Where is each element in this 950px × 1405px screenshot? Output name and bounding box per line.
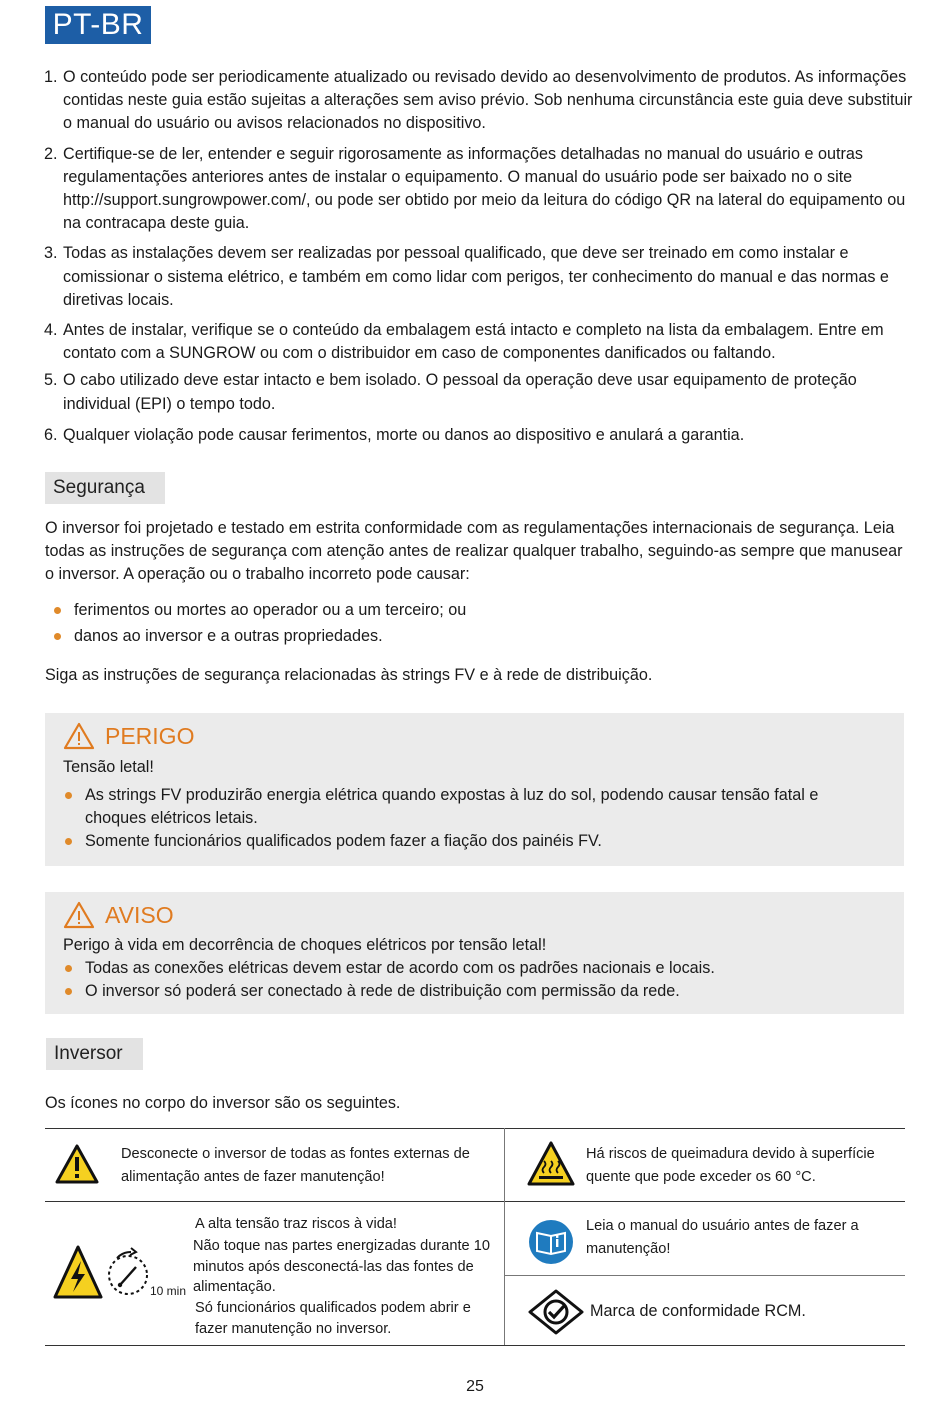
danger-title: PERIGO	[63, 721, 194, 751]
safety-paragraph: O inversor foi projetado e testado em estrita conformidade com as regulamentações internacionais de segurança. Leia todas as instruções de segurança com atenção antes de realizar qualquer trabalho, seguindo-as sempre que manusear o inversor. A operação ou o trabalho incorreto pode causar:	[45, 519, 903, 584]
warning-triangle-icon	[63, 722, 95, 750]
high-voltage-body: Não toque nas partes energizadas durante 10 minutos após desconectá-las das fontes de alimentação.	[193, 1238, 490, 1295]
read-manual-text: Leia o manual do usuário antes de fazer a manutenção!	[586, 1218, 859, 1257]
bullet-dot-icon	[54, 633, 61, 640]
bullet-dot-icon	[54, 607, 61, 614]
safety-follow-text: Siga as instruções de segurança relacionadas às strings FV e à rede de distribuição.	[45, 666, 653, 684]
rcm-text: Marca de conformidade RCM.	[590, 1302, 806, 1320]
warning-box	[45, 892, 904, 1014]
section-heading-inverter: Inversor	[46, 1038, 143, 1070]
danger-subtitle: Tensão letal!	[63, 758, 154, 776]
intro-item: 2. Certifique-se de ler, entender e seguir rigorosamente as informações detalhadas no manual do usuário e outras regulamentações anteriores antes de instalar o equipamento. O manual do usuário pode ser baixado no o site http://support.sungrowpower.com/, ou pode ser obtido por meio da leitura do código QR na lateral do equipamento ou na contracapa deste guia.	[44, 144, 906, 233]
intro-item: 1. O conteúdo pode ser periodicamente atualizado ou revisado devido ao desenvolvimento de produtos. As informações contidas neste guia estão sujeitas a alterações sem aviso prévio. Sob nenhuma circunstância este guia deve substituir o manual do usuário ou avisos relacionados no dispositivo.	[44, 68, 913, 133]
intro-item: 5. O cabo utilizado deve estar intacto e bem isolado. O pessoal da operação deve usar equipamento de proteção individual (EPI) o tempo todo.	[44, 371, 857, 413]
high-voltage-note: Só funcionários qualificados podem abrir e fazer manutenção no inversor.	[195, 1300, 471, 1337]
intro-item: 6. Qualquer violação pode causar ferimentos, morte ou danos ao dispositivo e anulará a garantia.	[44, 425, 745, 444]
bullet-dot-icon	[65, 838, 72, 845]
high-voltage-title: A alta tensão traz riscos à vida!	[195, 1216, 397, 1232]
list-item: ferimentos ou mortes ao operador ou a um terceiro; ou	[52, 599, 902, 622]
rcm-mark-icon	[527, 1288, 585, 1336]
page-number: 25	[466, 1378, 484, 1395]
bullet-dot-icon	[65, 792, 72, 799]
warning-subtitle: Perigo à vida em decorrência de choques elétricos por tensão letal!	[63, 936, 547, 954]
bullet-dot-icon	[65, 988, 72, 995]
electrical-warning-icon	[55, 1144, 99, 1184]
list-item: Todas as conexões elétricas devem estar de acordo com os padrões nacionais e locais.	[63, 957, 883, 980]
safety-bullets	[52, 599, 902, 648]
warning-triangle-icon	[63, 901, 95, 929]
high-voltage-icon	[53, 1245, 103, 1301]
warning-title: AVISO	[63, 900, 174, 930]
language-badge: PT-BR	[45, 6, 151, 44]
inverter-intro: Os ícones no corpo do inversor são os seguintes.	[45, 1094, 401, 1112]
timer-label: 10 min	[150, 1284, 187, 1298]
intro-list	[44, 66, 924, 447]
inverter-icon-table	[45, 1128, 905, 1346]
bullet-dot-icon	[65, 965, 72, 972]
hot-surface-text: Há riscos de queimadura devido à superfície quente que pode exceder os 60 °C.	[586, 1146, 875, 1185]
section-heading-safety: Segurança	[45, 472, 165, 504]
danger-box	[45, 713, 904, 866]
warning-bullets	[63, 957, 883, 1003]
danger-bullets	[63, 784, 883, 854]
list-item: O inversor só poderá ser conectado à rede de distribuição com permissão da rede.	[63, 980, 883, 1003]
read-manual-icon	[528, 1219, 574, 1265]
timer-icon	[105, 1246, 151, 1300]
list-item: As strings FV produzirão energia elétrica quando expostas à luz do sol, podendo causar tensão fatal e choques elétricos letais.	[63, 784, 883, 830]
list-item: Somente funcionários qualificados podem fazer a fiação dos painéis FV.	[63, 830, 883, 853]
intro-item: 4. Antes de instalar, verifique se o conteúdo da embalagem está intacto e completo na lista da embalagem. Entre em contato com a SUNGROW ou com o distribuidor em caso de componentes danificados ou faltando.	[44, 321, 884, 363]
hot-surface-icon	[527, 1141, 575, 1187]
intro-item: 3. Todas as instalações devem ser realizadas por pessoal qualificado, que deve ser treinado em como instalar e comissionar o sistema elétrico, e também em como lidar com perigos, ter conhecimento do manual e das normas e diretivas locais.	[44, 244, 889, 309]
disconnect-warning-text: Desconecte o inversor de todas as fontes externas de alimentação antes de fazer manutenção!	[121, 1146, 470, 1185]
list-item: danos ao inversor e a outras propriedades.	[52, 625, 902, 648]
